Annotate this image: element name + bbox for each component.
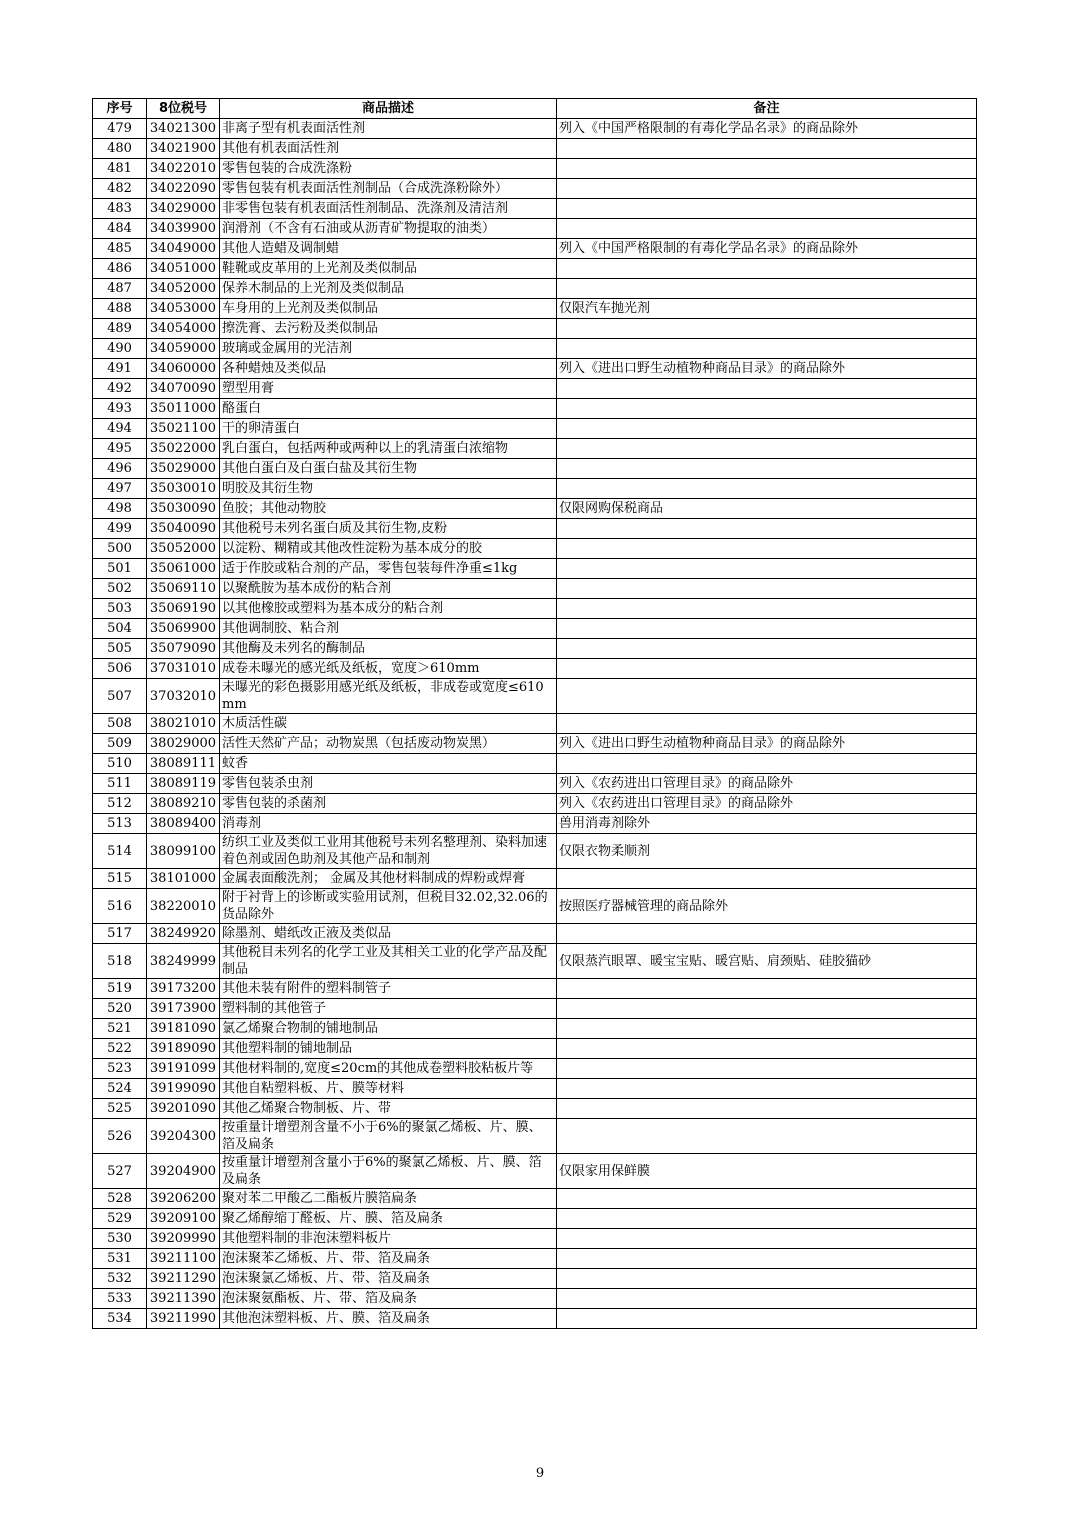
cell-code: 38249999 bbox=[147, 944, 220, 979]
cell-note: 列入《中国严格限制的有毒化学品名录》的商品除外 bbox=[557, 239, 977, 259]
cell-seq: 517 bbox=[93, 924, 147, 944]
table-row bbox=[93, 754, 977, 774]
cell-seq: 516 bbox=[93, 889, 147, 924]
cell-seq: 515 bbox=[93, 869, 147, 889]
cell-code: 38089400 bbox=[147, 814, 220, 834]
cell-code: 39181090 bbox=[147, 1019, 220, 1039]
cell-note bbox=[557, 419, 977, 439]
cell-note bbox=[557, 1079, 977, 1099]
cell-description: 零售包装杀虫剂 bbox=[220, 774, 557, 794]
cell-description: 鱼胶；其他动物胶 bbox=[220, 499, 557, 519]
cell-seq: 527 bbox=[93, 1154, 147, 1189]
cell-description: 其他未装有附件的塑料制管子 bbox=[220, 979, 557, 999]
table-row bbox=[93, 259, 977, 279]
cell-seq: 512 bbox=[93, 794, 147, 814]
cell-seq: 529 bbox=[93, 1209, 147, 1229]
table-row bbox=[93, 924, 977, 944]
table-row bbox=[93, 319, 977, 339]
table-row bbox=[93, 1229, 977, 1249]
cell-note: 仅限汽车抛光剂 bbox=[557, 299, 977, 319]
cell-seq: 508 bbox=[93, 714, 147, 734]
table-row bbox=[93, 499, 977, 519]
cell-seq: 532 bbox=[93, 1269, 147, 1289]
cell-note: 列入《进出口野生动植物种商品目录》的商品除外 bbox=[557, 359, 977, 379]
cell-code: 34053000 bbox=[147, 299, 220, 319]
cell-description: 泡沫聚氨酯板、片、带、箔及扁条 bbox=[220, 1289, 557, 1309]
cell-note bbox=[557, 399, 977, 419]
cell-description: 其他材料制的,宽度≤20cm的其他成卷塑料胶粘板片等 bbox=[220, 1059, 557, 1079]
cell-seq: 493 bbox=[93, 399, 147, 419]
table-row bbox=[93, 1039, 977, 1059]
cell-note bbox=[557, 1059, 977, 1079]
header-description: 商品描述 bbox=[220, 99, 557, 119]
cell-note bbox=[557, 714, 977, 734]
cell-seq: 514 bbox=[93, 834, 147, 869]
cell-note bbox=[557, 539, 977, 559]
cell-seq: 485 bbox=[93, 239, 147, 259]
cell-seq: 507 bbox=[93, 679, 147, 714]
cell-description: 零售包装的合成洗涤粉 bbox=[220, 159, 557, 179]
cell-seq: 525 bbox=[93, 1099, 147, 1119]
cell-note bbox=[557, 179, 977, 199]
table-row bbox=[93, 439, 977, 459]
cell-description: 附于衬背上的诊断或实验用试剂，但税目32.02,32.06的货品除外 bbox=[220, 889, 557, 924]
cell-note: 仅限网购保税商品 bbox=[557, 499, 977, 519]
table-row bbox=[93, 459, 977, 479]
cell-seq: 533 bbox=[93, 1289, 147, 1309]
cell-seq: 511 bbox=[93, 774, 147, 794]
cell-code: 34070090 bbox=[147, 379, 220, 399]
table-row bbox=[93, 1059, 977, 1079]
table-row bbox=[93, 199, 977, 219]
cell-seq: 492 bbox=[93, 379, 147, 399]
cell-note bbox=[557, 1229, 977, 1249]
cell-note bbox=[557, 1249, 977, 1269]
cell-description: 泡沫聚苯乙烯板、片、带、箔及扁条 bbox=[220, 1249, 557, 1269]
cell-code: 39173200 bbox=[147, 979, 220, 999]
cell-code: 35052000 bbox=[147, 539, 220, 559]
cell-seq: 531 bbox=[93, 1249, 147, 1269]
cell-code: 35069900 bbox=[147, 619, 220, 639]
table-row bbox=[93, 794, 977, 814]
cell-seq: 528 bbox=[93, 1189, 147, 1209]
cell-note bbox=[557, 259, 977, 279]
cell-code: 34051000 bbox=[147, 259, 220, 279]
table-row bbox=[93, 519, 977, 539]
cell-description: 氯乙烯聚合物制的铺地制品 bbox=[220, 1019, 557, 1039]
cell-seq: 489 bbox=[93, 319, 147, 339]
header-seq: 序号 bbox=[93, 99, 147, 119]
cell-code: 35030010 bbox=[147, 479, 220, 499]
cell-code: 35040090 bbox=[147, 519, 220, 539]
cell-seq: 522 bbox=[93, 1039, 147, 1059]
cell-code: 34052000 bbox=[147, 279, 220, 299]
cell-seq: 482 bbox=[93, 179, 147, 199]
cell-code: 35069110 bbox=[147, 579, 220, 599]
cell-seq: 523 bbox=[93, 1059, 147, 1079]
cell-code: 34022090 bbox=[147, 179, 220, 199]
cell-description: 塑型用膏 bbox=[220, 379, 557, 399]
cell-note bbox=[557, 479, 977, 499]
cell-note: 列入《农药进出口管理目录》的商品除外 bbox=[557, 774, 977, 794]
table-row bbox=[93, 419, 977, 439]
header-note: 备注 bbox=[557, 99, 977, 119]
table-row bbox=[93, 119, 977, 139]
cell-code: 37032010 bbox=[147, 679, 220, 714]
table-row bbox=[93, 559, 977, 579]
cell-code: 34059000 bbox=[147, 339, 220, 359]
cell-seq: 481 bbox=[93, 159, 147, 179]
cell-description: 除墨剂、蜡纸改正液及类似品 bbox=[220, 924, 557, 944]
cell-code: 35021100 bbox=[147, 419, 220, 439]
cell-code: 39189090 bbox=[147, 1039, 220, 1059]
table-row bbox=[93, 1249, 977, 1269]
cell-seq: 520 bbox=[93, 999, 147, 1019]
cell-note bbox=[557, 1099, 977, 1119]
cell-description: 其他有机表面活性剂 bbox=[220, 139, 557, 159]
cell-code: 34060000 bbox=[147, 359, 220, 379]
cell-seq: 500 bbox=[93, 539, 147, 559]
cell-code: 39206200 bbox=[147, 1189, 220, 1209]
cell-seq: 494 bbox=[93, 419, 147, 439]
table-row bbox=[93, 239, 977, 259]
cell-seq: 479 bbox=[93, 119, 147, 139]
cell-description: 润滑剂（不含有石油或从沥青矿物提取的油类） bbox=[220, 219, 557, 239]
cell-code: 34049000 bbox=[147, 239, 220, 259]
cell-description: 其他税目未列名的化学工业及其相关工业的化学产品及配制品 bbox=[220, 944, 557, 979]
cell-note: 仅限衣物柔顺剂 bbox=[557, 834, 977, 869]
cell-note bbox=[557, 279, 977, 299]
cell-description: 纺织工业及类似工业用其他税号未列名整理剂、染料加速着色剂或固色助剂及其他产品和制剂 bbox=[220, 834, 557, 869]
cell-code: 35030090 bbox=[147, 499, 220, 519]
cell-description: 非零售包装有机表面活性剂制品、洗涤剂及清洁剂 bbox=[220, 199, 557, 219]
cell-seq: 495 bbox=[93, 439, 147, 459]
table-row bbox=[93, 774, 977, 794]
cell-note bbox=[557, 219, 977, 239]
table-row bbox=[93, 1154, 977, 1189]
table-row bbox=[93, 339, 977, 359]
cell-note bbox=[557, 1189, 977, 1209]
cell-note bbox=[557, 519, 977, 539]
cell-seq: 519 bbox=[93, 979, 147, 999]
cell-code: 38021010 bbox=[147, 714, 220, 734]
cell-description: 干的卵清蛋白 bbox=[220, 419, 557, 439]
cell-note bbox=[557, 379, 977, 399]
table-row bbox=[93, 814, 977, 834]
cell-code: 34054000 bbox=[147, 319, 220, 339]
table-row bbox=[93, 1289, 977, 1309]
table-row bbox=[93, 279, 977, 299]
cell-code: 38220010 bbox=[147, 889, 220, 924]
cell-code: 39204900 bbox=[147, 1154, 220, 1189]
cell-code: 34039900 bbox=[147, 219, 220, 239]
cell-code: 38029000 bbox=[147, 734, 220, 754]
cell-seq: 524 bbox=[93, 1079, 147, 1099]
cell-description: 其他调制胶、粘合剂 bbox=[220, 619, 557, 639]
cell-seq: 518 bbox=[93, 944, 147, 979]
cell-description: 其他人造蜡及调制蜡 bbox=[220, 239, 557, 259]
table-row bbox=[93, 944, 977, 979]
cell-description: 消毒剂 bbox=[220, 814, 557, 834]
cell-code: 35079090 bbox=[147, 639, 220, 659]
cell-seq: 510 bbox=[93, 754, 147, 774]
cell-description: 以聚酰胺为基本成份的粘合剂 bbox=[220, 579, 557, 599]
table-row bbox=[93, 869, 977, 889]
cell-seq: 499 bbox=[93, 519, 147, 539]
cell-note bbox=[557, 439, 977, 459]
cell-description: 其他塑料制的铺地制品 bbox=[220, 1039, 557, 1059]
cell-description: 活性天然矿产品；动物炭黑（包括废动物炭黑） bbox=[220, 734, 557, 754]
cell-note: 列入《农药进出口管理目录》的商品除外 bbox=[557, 794, 977, 814]
cell-code: 39199090 bbox=[147, 1079, 220, 1099]
cell-seq: 480 bbox=[93, 139, 147, 159]
table-row bbox=[93, 834, 977, 869]
table-row bbox=[93, 1189, 977, 1209]
cell-note bbox=[557, 679, 977, 714]
cell-seq: 501 bbox=[93, 559, 147, 579]
cell-code: 39201090 bbox=[147, 1099, 220, 1119]
cell-note bbox=[557, 1289, 977, 1309]
cell-note bbox=[557, 319, 977, 339]
cell-code: 38089210 bbox=[147, 794, 220, 814]
table-row bbox=[93, 1079, 977, 1099]
cell-description: 零售包装有机表面活性剂制品（合成洗涤粉除外） bbox=[220, 179, 557, 199]
table-row bbox=[93, 639, 977, 659]
cell-note bbox=[557, 1269, 977, 1289]
cell-description: 以淀粉、糊精或其他改性淀粉为基本成分的胶 bbox=[220, 539, 557, 559]
table-row bbox=[93, 599, 977, 619]
cell-description: 明胶及其衍生物 bbox=[220, 479, 557, 499]
cell-description: 非离子型有机表面活性剂 bbox=[220, 119, 557, 139]
table-row bbox=[93, 139, 977, 159]
cell-code: 34021300 bbox=[147, 119, 220, 139]
cell-description: 其他自粘塑料板、片、膜等材料 bbox=[220, 1079, 557, 1099]
table-row bbox=[93, 219, 977, 239]
cell-note: 按照医疗器械管理的商品除外 bbox=[557, 889, 977, 924]
table-row bbox=[93, 999, 977, 1019]
cell-note bbox=[557, 869, 977, 889]
cell-note bbox=[557, 579, 977, 599]
cell-note bbox=[557, 459, 977, 479]
cell-seq: 491 bbox=[93, 359, 147, 379]
cell-seq: 513 bbox=[93, 814, 147, 834]
cell-seq: 530 bbox=[93, 1229, 147, 1249]
table-row bbox=[93, 479, 977, 499]
table-row bbox=[93, 399, 977, 419]
cell-code: 39211390 bbox=[147, 1289, 220, 1309]
table-row bbox=[93, 889, 977, 924]
table-row bbox=[93, 619, 977, 639]
table-row bbox=[93, 539, 977, 559]
cell-seq: 486 bbox=[93, 259, 147, 279]
cell-description: 聚对苯二甲酸乙二酯板片膜箔扁条 bbox=[220, 1189, 557, 1209]
cell-code: 35022000 bbox=[147, 439, 220, 459]
table-row bbox=[93, 679, 977, 714]
cell-note bbox=[557, 139, 977, 159]
cell-description: 金属表面酸洗剂； 金属及其他材料制成的焊粉或焊膏 bbox=[220, 869, 557, 889]
cell-note bbox=[557, 979, 977, 999]
cell-description: 车身用的上光剂及类似制品 bbox=[220, 299, 557, 319]
cell-description: 以其他橡胶或塑料为基本成分的粘合剂 bbox=[220, 599, 557, 619]
cell-note bbox=[557, 1119, 977, 1154]
cell-description: 木质活性碳 bbox=[220, 714, 557, 734]
cell-seq: 484 bbox=[93, 219, 147, 239]
cell-description: 其他白蛋白及白蛋白盐及其衍生物 bbox=[220, 459, 557, 479]
table-row bbox=[93, 159, 977, 179]
table-row bbox=[93, 1309, 977, 1329]
cell-code: 35011000 bbox=[147, 399, 220, 419]
cell-description: 塑料制的其他管子 bbox=[220, 999, 557, 1019]
cell-code: 35061000 bbox=[147, 559, 220, 579]
cell-note bbox=[557, 659, 977, 679]
cell-description: 其他税号未列名蛋白质及其衍生物,皮粉 bbox=[220, 519, 557, 539]
cell-description: 其他乙烯聚合物制板、片、带 bbox=[220, 1099, 557, 1119]
tariff-table bbox=[92, 98, 977, 1329]
cell-note: 兽用消毒剂除外 bbox=[557, 814, 977, 834]
cell-note bbox=[557, 199, 977, 219]
cell-description: 适于作胶或粘合剂的产品，零售包装每件净重≤1kg bbox=[220, 559, 557, 579]
header-code: 8位税号 bbox=[147, 99, 220, 119]
table-row bbox=[93, 1099, 977, 1119]
table-row bbox=[93, 979, 977, 999]
cell-seq: 483 bbox=[93, 199, 147, 219]
cell-code: 39211100 bbox=[147, 1249, 220, 1269]
cell-code: 35029000 bbox=[147, 459, 220, 479]
cell-description: 蚊香 bbox=[220, 754, 557, 774]
cell-seq: 526 bbox=[93, 1119, 147, 1154]
cell-description: 成卷未曝光的感光纸及纸板，宽度＞610mm bbox=[220, 659, 557, 679]
cell-description: 鞋靴或皮革用的上光剂及类似制品 bbox=[220, 259, 557, 279]
cell-note bbox=[557, 1039, 977, 1059]
table-row bbox=[93, 1119, 977, 1154]
cell-note bbox=[557, 999, 977, 1019]
cell-description: 未曝光的彩色摄影用感光纸及纸板，非成卷或宽度≤610mm bbox=[220, 679, 557, 714]
cell-description: 零售包装的杀菌剂 bbox=[220, 794, 557, 814]
cell-note bbox=[557, 754, 977, 774]
cell-seq: 521 bbox=[93, 1019, 147, 1039]
table-row bbox=[93, 714, 977, 734]
table-row bbox=[93, 734, 977, 754]
cell-code: 39211990 bbox=[147, 1309, 220, 1329]
cell-note bbox=[557, 639, 977, 659]
cell-note: 列入《中国严格限制的有毒化学品名录》的商品除外 bbox=[557, 119, 977, 139]
cell-code: 34029000 bbox=[147, 199, 220, 219]
cell-description: 保养木制品的上光剂及类似制品 bbox=[220, 279, 557, 299]
cell-description: 擦洗膏、去污粉及类似制品 bbox=[220, 319, 557, 339]
cell-seq: 503 bbox=[93, 599, 147, 619]
table-row bbox=[93, 579, 977, 599]
cell-code: 38101000 bbox=[147, 869, 220, 889]
cell-description: 各种蜡烛及类似品 bbox=[220, 359, 557, 379]
cell-seq: 504 bbox=[93, 619, 147, 639]
cell-note bbox=[557, 1309, 977, 1329]
table-row bbox=[93, 1209, 977, 1229]
cell-description: 酪蛋白 bbox=[220, 399, 557, 419]
cell-code: 38089119 bbox=[147, 774, 220, 794]
cell-seq: 506 bbox=[93, 659, 147, 679]
cell-seq: 497 bbox=[93, 479, 147, 499]
cell-code: 39209100 bbox=[147, 1209, 220, 1229]
table-row bbox=[93, 379, 977, 399]
cell-description: 泡沫聚氯乙烯板、片、带、箔及扁条 bbox=[220, 1269, 557, 1289]
table-header-row bbox=[93, 99, 977, 119]
cell-description: 聚乙烯醇缩丁醛板、片、膜、箔及扁条 bbox=[220, 1209, 557, 1229]
table-row bbox=[93, 179, 977, 199]
cell-note: 仅限家用保鲜膜 bbox=[557, 1154, 977, 1189]
table-row bbox=[93, 359, 977, 379]
cell-code: 39211290 bbox=[147, 1269, 220, 1289]
cell-description: 按重量计增塑剂含量不小于6%的聚氯乙烯板、片、膜、箔及扁条 bbox=[220, 1119, 557, 1154]
cell-seq: 498 bbox=[93, 499, 147, 519]
cell-seq: 490 bbox=[93, 339, 147, 359]
cell-description: 其他塑料制的非泡沫塑料板片 bbox=[220, 1229, 557, 1249]
cell-note bbox=[557, 339, 977, 359]
table-row bbox=[93, 1019, 977, 1039]
table-body bbox=[93, 119, 977, 1329]
cell-note bbox=[557, 1019, 977, 1039]
cell-description: 按重量计增塑剂含量小于6%的聚氯乙烯板、片、膜、箔及扁条 bbox=[220, 1154, 557, 1189]
table-row bbox=[93, 659, 977, 679]
cell-note bbox=[557, 159, 977, 179]
cell-code: 39209990 bbox=[147, 1229, 220, 1249]
cell-code: 34022010 bbox=[147, 159, 220, 179]
table-row bbox=[93, 1269, 977, 1289]
table-row bbox=[93, 299, 977, 319]
cell-note bbox=[557, 1209, 977, 1229]
cell-code: 34021900 bbox=[147, 139, 220, 159]
cell-note: 仅限蒸汽眼罩、暖宝宝贴、暖宫贴、肩颈贴、硅胶猫砂 bbox=[557, 944, 977, 979]
cell-description: 玻璃或金属用的光洁剂 bbox=[220, 339, 557, 359]
cell-seq: 505 bbox=[93, 639, 147, 659]
cell-seq: 488 bbox=[93, 299, 147, 319]
cell-code: 39173900 bbox=[147, 999, 220, 1019]
cell-code: 38089111 bbox=[147, 754, 220, 774]
cell-seq: 502 bbox=[93, 579, 147, 599]
cell-code: 35069190 bbox=[147, 599, 220, 619]
cell-seq: 487 bbox=[93, 279, 147, 299]
cell-note bbox=[557, 599, 977, 619]
cell-seq: 509 bbox=[93, 734, 147, 754]
cell-code: 38099100 bbox=[147, 834, 220, 869]
cell-seq: 496 bbox=[93, 459, 147, 479]
cell-description: 乳白蛋白，包括两种或两种以上的乳清蛋白浓缩物 bbox=[220, 439, 557, 459]
cell-note bbox=[557, 619, 977, 639]
cell-description: 其他泡沫塑料板、片、膜、箔及扁条 bbox=[220, 1309, 557, 1329]
cell-note: 列入《进出口野生动植物种商品目录》的商品除外 bbox=[557, 734, 977, 754]
page-number: 9 bbox=[535, 1466, 545, 1481]
cell-description: 其他酶及未列名的酶制品 bbox=[220, 639, 557, 659]
cell-seq: 534 bbox=[93, 1309, 147, 1329]
cell-code: 37031010 bbox=[147, 659, 220, 679]
cell-code: 38249920 bbox=[147, 924, 220, 944]
cell-note bbox=[557, 924, 977, 944]
cell-note bbox=[557, 559, 977, 579]
cell-code: 39204300 bbox=[147, 1119, 220, 1154]
cell-code: 39191099 bbox=[147, 1059, 220, 1079]
